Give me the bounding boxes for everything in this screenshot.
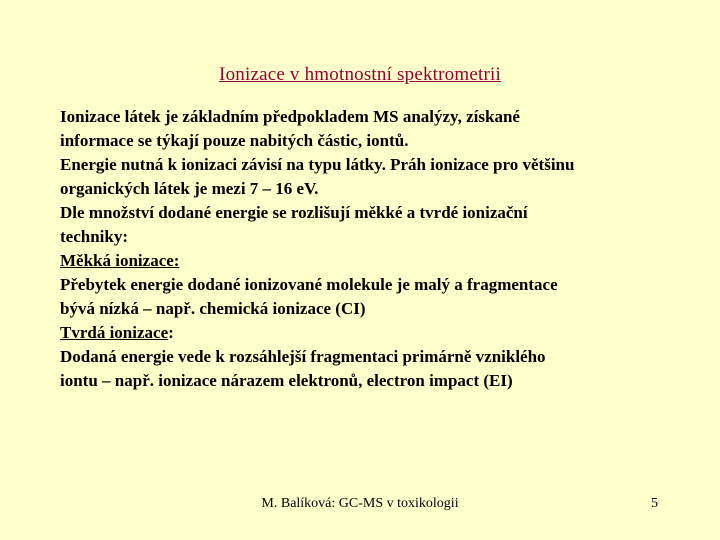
slide-body (60, 105, 680, 393)
body-line: Dodaná energie vede k rozsáhlejší fragmentaci primárně vzniklého (60, 347, 546, 366)
body-line: Dle množství dodané energie se rozlišují měkké a tvrdé ionizační (60, 203, 528, 222)
body-line: bývá nízká – např. chemická ionizace (CI) (60, 299, 366, 318)
body-line: iontu – např. ionizace nárazem elektronů, electron impact (EI) (60, 371, 513, 390)
body-line: Přebytek energie dodané ionizované molekule je malý a fragmentace (60, 275, 558, 294)
hard-ionization-colon: : (168, 323, 174, 342)
body-line: informace se týkají pouze nabitých částic, iontů. (60, 131, 409, 150)
hard-ionization-heading: Tvrdá ionizace (60, 323, 169, 342)
slide-title: Ionizace v hmotnostní spektrometrii (219, 64, 501, 85)
soft-ionization-heading: Měkká ionizace: (60, 251, 180, 270)
body-line: techniky: (60, 227, 128, 246)
page-number: 5 (651, 496, 658, 511)
hard-ionization-line (60, 321, 680, 345)
body-line: organických látek je mezi 7 – 16 eV. (60, 179, 319, 198)
body-line: Ionizace látek je základním předpokladem MS analýzy, získané (60, 107, 520, 126)
body-line: Energie nutná k ionizaci závisí na typu látky. Práh ionizace pro většinu (60, 155, 575, 174)
footer-author-title: M. Balíková: GC-MS v toxikologii (261, 496, 459, 511)
